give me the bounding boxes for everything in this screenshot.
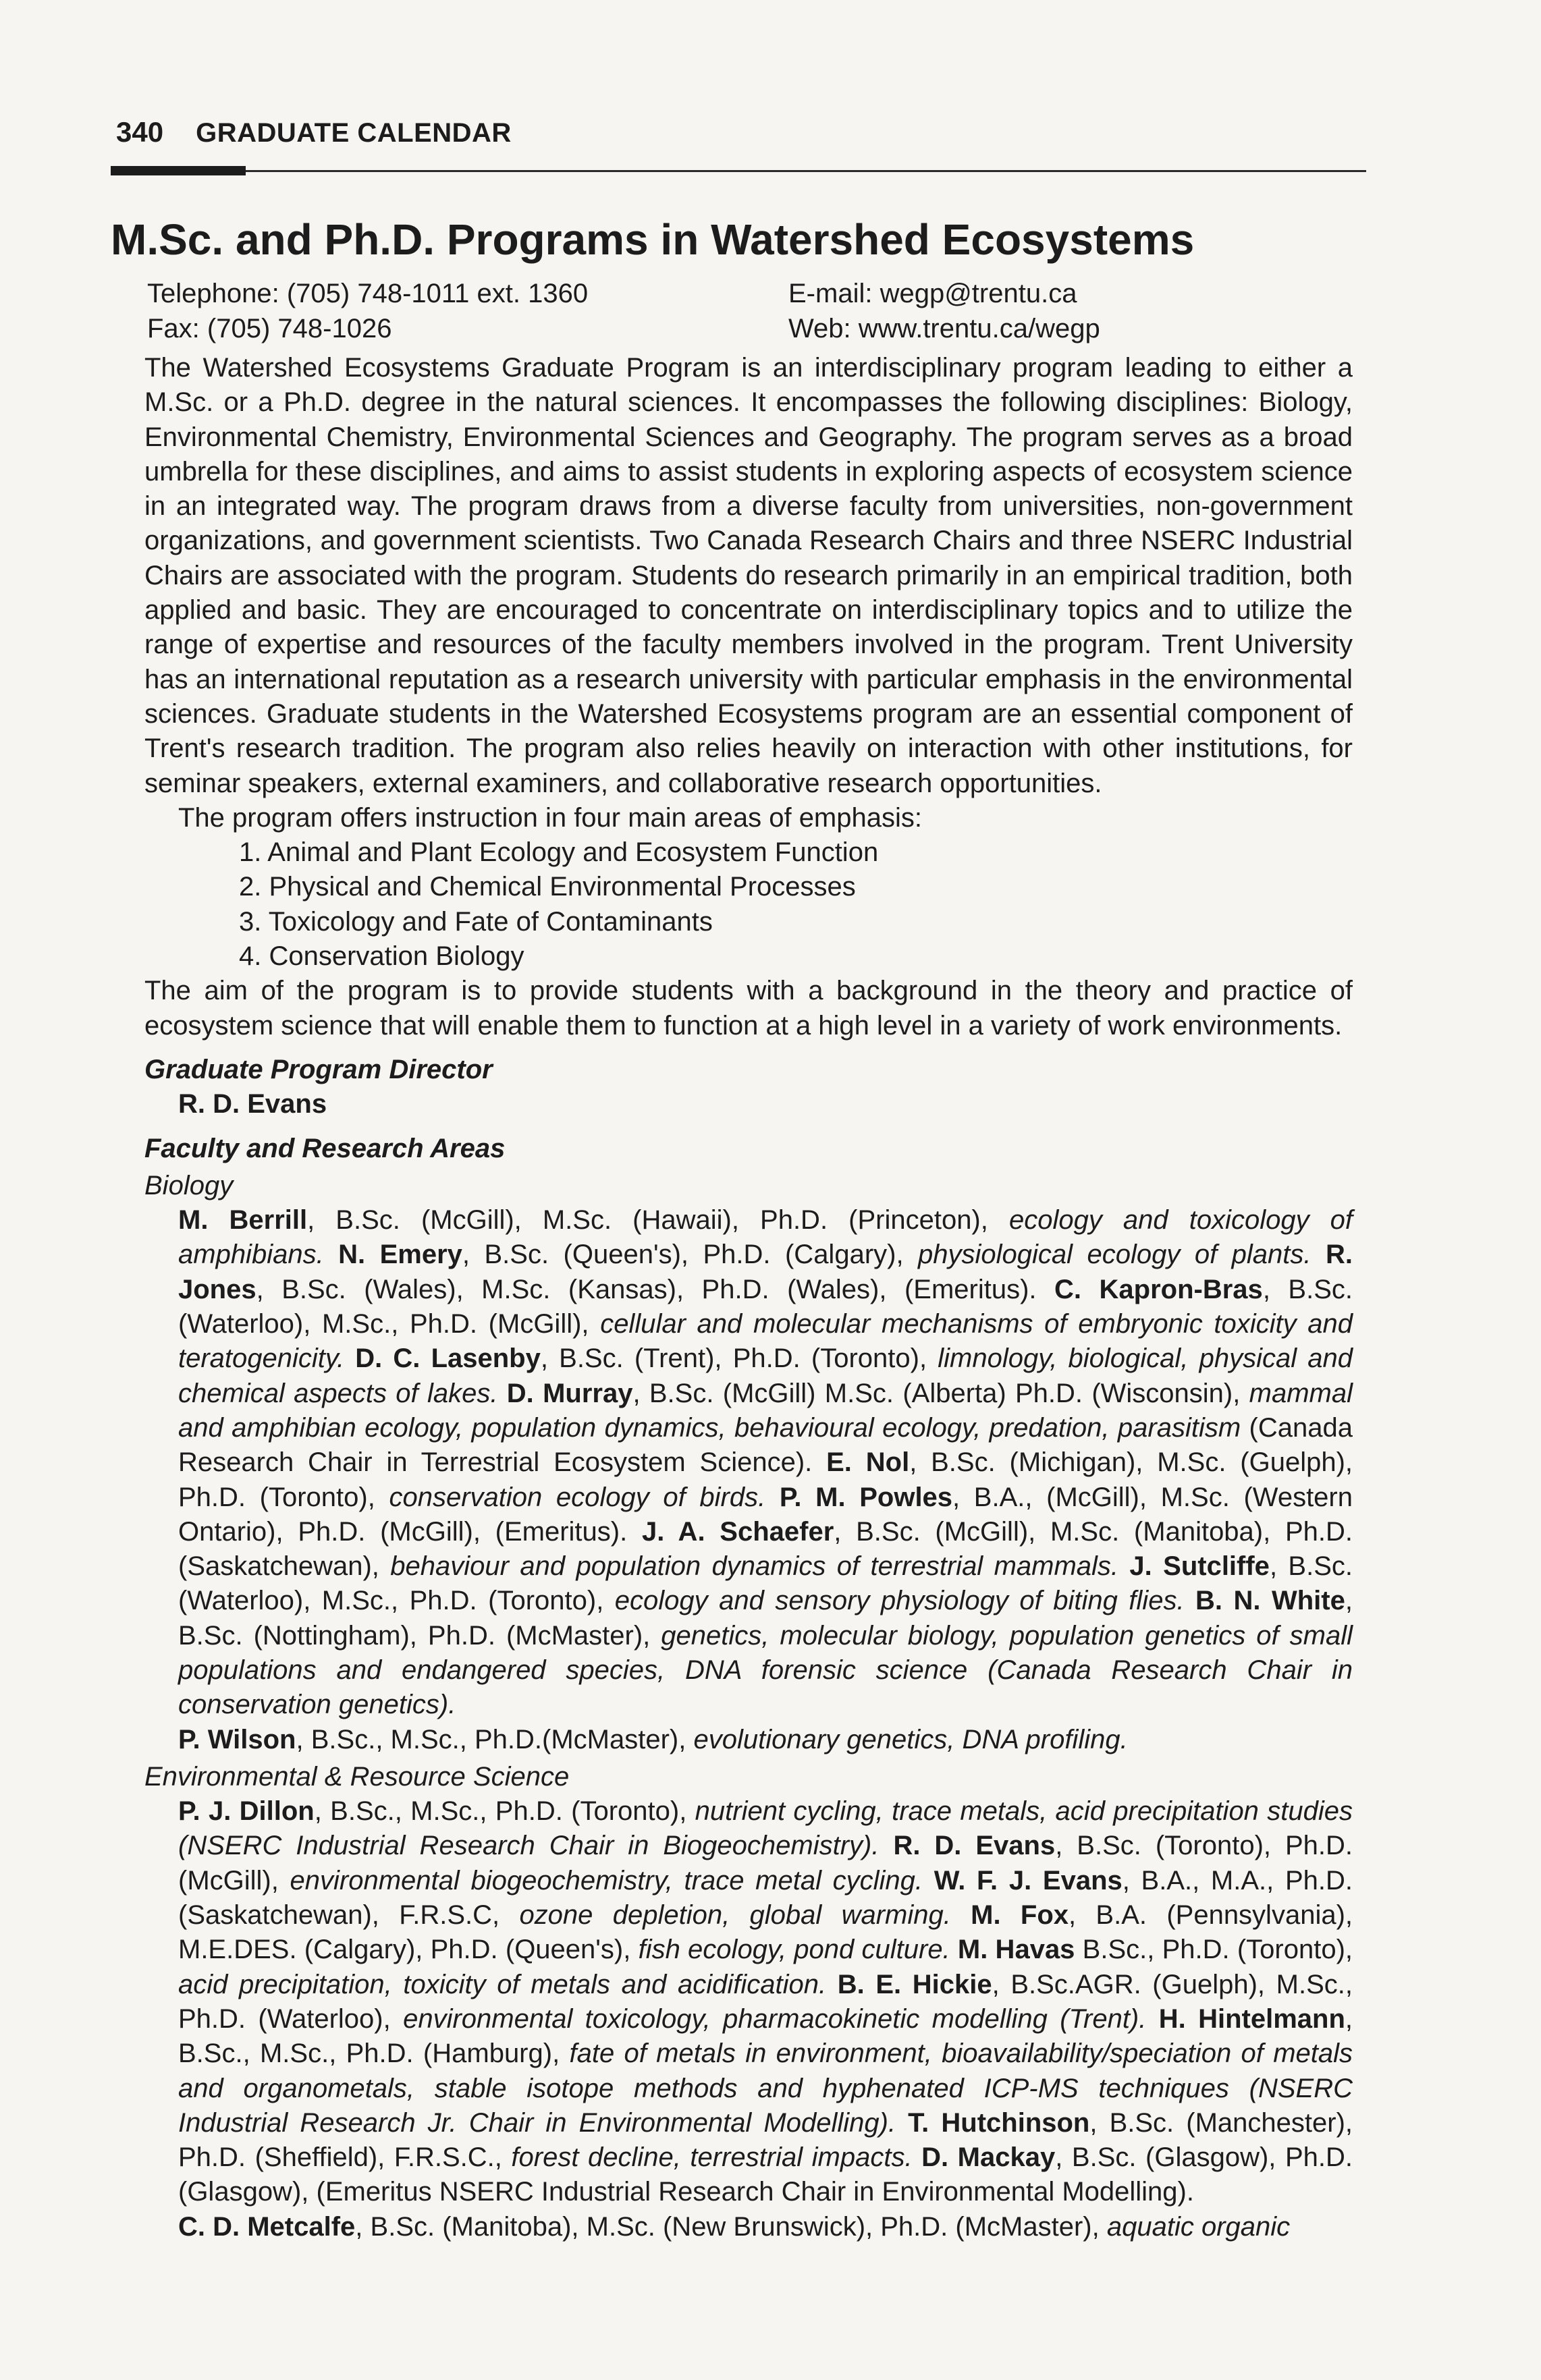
faculty-credentials: , B.Sc. (Manchester), Ph.D. (Sheffield), F.R.S.C., — [178, 2107, 1353, 2173]
faculty-area: nutrient cycling, trace metals, acid precipitation studies (NSERC Industrial Research Chair in Biogeochemistry). — [178, 1796, 1353, 1861]
faculty-name: R. Jones — [178, 1240, 1353, 1304]
page-title: M.Sc. and Ph.D. Programs in Watershed Ecosystems — [111, 215, 1195, 264]
web-address: Web: www.trentu.ca/wegp — [788, 314, 1100, 343]
list-item: 1. Animal and Plant Ecology and Ecosystem Function — [239, 837, 879, 868]
faculty-area: ecology and sensory physiology of biting flies. — [614, 1586, 1185, 1616]
faculty-name: P. M. Powles — [779, 1482, 953, 1512]
faculty-area: forest decline, terrestrial impacts. — [511, 2142, 913, 2173]
faculty-name: P. Wilson — [178, 1724, 296, 1754]
environmental-label: Environmental & Resource Science — [144, 1761, 570, 1792]
faculty-area: ozone depletion, global warming. — [519, 1900, 951, 1931]
faculty-area: environmental toxicology, pharmacokinetic modelling (Trent). — [403, 2003, 1147, 2034]
aim-paragraph: The aim of the program is to provide students with a background in the theory and practice of ecosystem science that will enable them to function at a high level in a variety of work environments. — [144, 976, 1353, 1041]
faculty-name: M. Fox — [971, 1900, 1069, 1931]
header-rule-thick — [111, 166, 246, 175]
faculty-name: M. Havas — [957, 1935, 1075, 1965]
faculty-credentials: , B.A., M.A., Ph.D. (Saskatchewan), F.R.S.C, — [178, 1865, 1353, 1931]
faculty-name: W. F. J. Evans — [934, 1865, 1123, 1895]
faculty-name: D. Mackay — [921, 2142, 1056, 2173]
faculty-name: R. D. Evans — [893, 1831, 1056, 1861]
faculty-entry — [178, 2212, 1290, 2242]
faculty-area: behaviour and population dynamics of terrestrial mammals. — [390, 1551, 1119, 1582]
biology-faculty — [144, 1203, 1353, 1757]
faculty-entry — [338, 1240, 1311, 1269]
faculty-area: fate of metals in environment, bioavailability/speciation of metals and organometals, stable isotope methods and hyphenated ICP-MS techniques (NSERC Industrial Research Jr. Chair in Environmental Modelling). — [178, 2039, 1353, 2138]
faculty-area: conservation ecology of birds. — [389, 1482, 766, 1512]
biology-label: Biology — [144, 1170, 234, 1200]
emphasis-intro: The program offers instruction in four main areas of emphasis: — [178, 802, 922, 833]
faculty-area: genetics, molecular biology, population genetics of small populations and endangered species, DNA forensic science (Canada Research Chair in conservation genetics). — [178, 1620, 1353, 1720]
faculty-name: C. D. Metcalfe — [178, 2211, 356, 2242]
page-number: 340 — [116, 116, 164, 148]
director-heading: Graduate Program Director — [144, 1054, 493, 1084]
faculty-heading: Faculty and Research Areas — [144, 1133, 506, 1163]
list-item: 4. Conservation Biology — [239, 941, 524, 972]
faculty-name: B. N. White — [1195, 1586, 1345, 1616]
faculty-credentials: , B.Sc. (Waterloo), M.Sc., Ph.D. (Toronto), — [178, 1551, 1353, 1616]
faculty-credentials: B.Sc., Ph.D. (Toronto), — [1075, 1935, 1353, 1965]
faculty-credentials: , B.Sc. (Wales), M.Sc. (Kansas), Ph.D. (Wales), (Emeritus). — [256, 1274, 1055, 1304]
faculty-credentials: , B.Sc. (Glasgow), Ph.D. (Glasgow), (Emeritus NSERC Industrial Research Chair in Environmental Modelling). — [178, 2142, 1353, 2207]
faculty-credentials: , B.Sc. (McGill), M.Sc. (Hawaii), Ph.D. (Princeton), — [307, 1205, 1009, 1236]
faculty-area: acid precipitation, toxicity of metals and acidification. — [178, 1969, 827, 1999]
faculty-credentials: , B.Sc. (McGill) M.Sc. (Alberta) Ph.D. (Wisconsin), — [632, 1378, 1249, 1408]
faculty-credentials: , B.Sc.AGR. (Guelph), M.Sc., Ph.D. (Waterloo), — [178, 1969, 1353, 2034]
fax: Fax: (705) 748-1026 — [147, 314, 392, 343]
faculty-credentials: , B.Sc., M.Sc., Ph.D. (Toronto), — [314, 1796, 695, 1827]
faculty-name: T. Hutchinson — [908, 2107, 1090, 2138]
running-head: GRADUATE CALENDAR — [196, 118, 512, 148]
faculty-name: J. Sutcliffe — [1129, 1551, 1270, 1582]
list-item: 2. Physical and Chemical Environmental Processes — [239, 872, 856, 902]
faculty-credentials: , B.Sc. (Waterloo), M.Sc., Ph.D. (McGill), — [178, 1274, 1353, 1339]
emphasis-list — [144, 835, 1353, 974]
faculty-name: P. J. Dillon — [178, 1796, 315, 1827]
faculty-credentials: , B.Sc., M.Sc., Ph.D.(McMaster), — [296, 1724, 694, 1754]
faculty-name: C. Kapron-Bras — [1054, 1274, 1263, 1304]
list-item: 3. Toxicology and Fate of Contaminants — [239, 906, 713, 937]
faculty-name: J. A. Schaefer — [641, 1516, 834, 1547]
faculty-note: (Canada Research Chair in Terrestrial Ecosystem Science). — [178, 1412, 1353, 1478]
faculty-area: fish ecology, pond culture. — [638, 1935, 950, 1965]
body-text — [144, 351, 1353, 2244]
faculty-credentials: , B.Sc. (Nottingham), Ph.D. (McMaster), — [178, 1586, 1353, 1651]
faculty-area: evolutionary genetics, DNA profiling. — [693, 1724, 1128, 1754]
header-rule-thin — [246, 170, 1366, 172]
faculty-credentials: , B.A., (McGill), M.Sc. (Western Ontario), Ph.D. (McGill), (Emeritus). — [178, 1482, 1353, 1547]
intro-paragraph: The Watershed Ecosystems Graduate Program is an interdisciplinary program leading to either a M.Sc. or a Ph.D. degree in the natural sciences. It encompasses the following disciplines: Biology, Environmental Chemistry, Environmental Sciences and Geography. The program serves as a broad umbrella for these disciplines, and aims to assist students in exploring aspects of ecosystem science in an integrated way. The program draws from a diverse faculty from universities, non-government organizations, and government scientists. Two Canada Research Chairs and three NSERC Industrial Chairs are associated with the program. Students do research primarily in an empirical tradition, both applied and basic. They are encouraged to concentrate on interdisciplinary topics and to utilize the range of expertise and resources of the faculty members involved in the program. Trent University has an international reputation as a research university with particular emphasis in the environmental sciences. Graduate students in the Watershed Ecosystems program are an essential component of Trent's research tradition. The program also relies heavily on interaction with other institutions, for seminar speakers, external examiners, and collaborative research opportunities. — [144, 353, 1353, 798]
faculty-credentials: , B.A. (Pennsylvania), M.E.DES. (Calgary), Ph.D. (Queen's), — [178, 1900, 1353, 1965]
faculty-area: cellular and molecular mechanisms of embryonic toxicity and teratogenicity. — [178, 1309, 1353, 1374]
faculty-area: ecology and toxicology of amphibians. — [178, 1205, 1353, 1270]
faculty-area: mammal and amphibian ecology, population dynamics, behavioural ecology, predation, parasitism — [178, 1378, 1353, 1443]
faculty-credentials: , B.Sc. (Trent), Ph.D. (Toronto), — [540, 1344, 938, 1374]
contact-block — [147, 277, 1362, 347]
telephone: Telephone: (705) 748-1011 ext. 1360 — [147, 279, 589, 308]
faculty-name: D. C. Lasenby — [355, 1344, 541, 1374]
faculty-entry — [178, 1725, 1128, 1754]
director-name: R. D. Evans — [178, 1089, 327, 1119]
faculty-name: E. Nol — [826, 1447, 910, 1478]
faculty-credentials: , B.Sc. (Manitoba), M.Sc. (New Brunswick), Ph.D. (McMaster), — [355, 2211, 1107, 2242]
faculty-credentials: , B.Sc. (McGill), M.Sc. (Manitoba), Ph.D. (Saskatchewan), — [178, 1516, 1353, 1582]
faculty-area: physiological ecology of plants. — [918, 1240, 1312, 1270]
faculty-credentials: , B.Sc. (Toronto), Ph.D. (McGill), — [178, 1831, 1353, 1895]
faculty-name: H. Hintelmann — [1158, 2003, 1345, 2034]
faculty-area: environmental biogeochemistry, trace metal cycling. — [290, 1865, 923, 1895]
page-header — [116, 116, 512, 148]
faculty-area: aquatic organic — [1106, 2211, 1291, 2242]
faculty-area: limnology, biological, physical and chemical aspects of lakes. — [178, 1344, 1353, 1408]
faculty-name: N. Emery — [338, 1240, 462, 1270]
faculty-name: B. E. Hickie — [837, 1969, 992, 1999]
email: E-mail: wegp@trentu.ca — [788, 279, 1077, 308]
faculty-name: D. Murray — [506, 1378, 633, 1408]
faculty-name: M. Berrill — [178, 1205, 308, 1236]
faculty-credentials: , B.Sc. (Michigan), M.Sc. (Guelph), Ph.D. (Toronto), — [178, 1447, 1353, 1512]
faculty-credentials: , B.Sc., M.Sc., Ph.D. (Hamburg), — [178, 2003, 1353, 2069]
faculty-credentials: , B.Sc. (Queen's), Ph.D. (Calgary), — [462, 1240, 919, 1270]
environmental-faculty — [144, 1794, 1353, 2244]
